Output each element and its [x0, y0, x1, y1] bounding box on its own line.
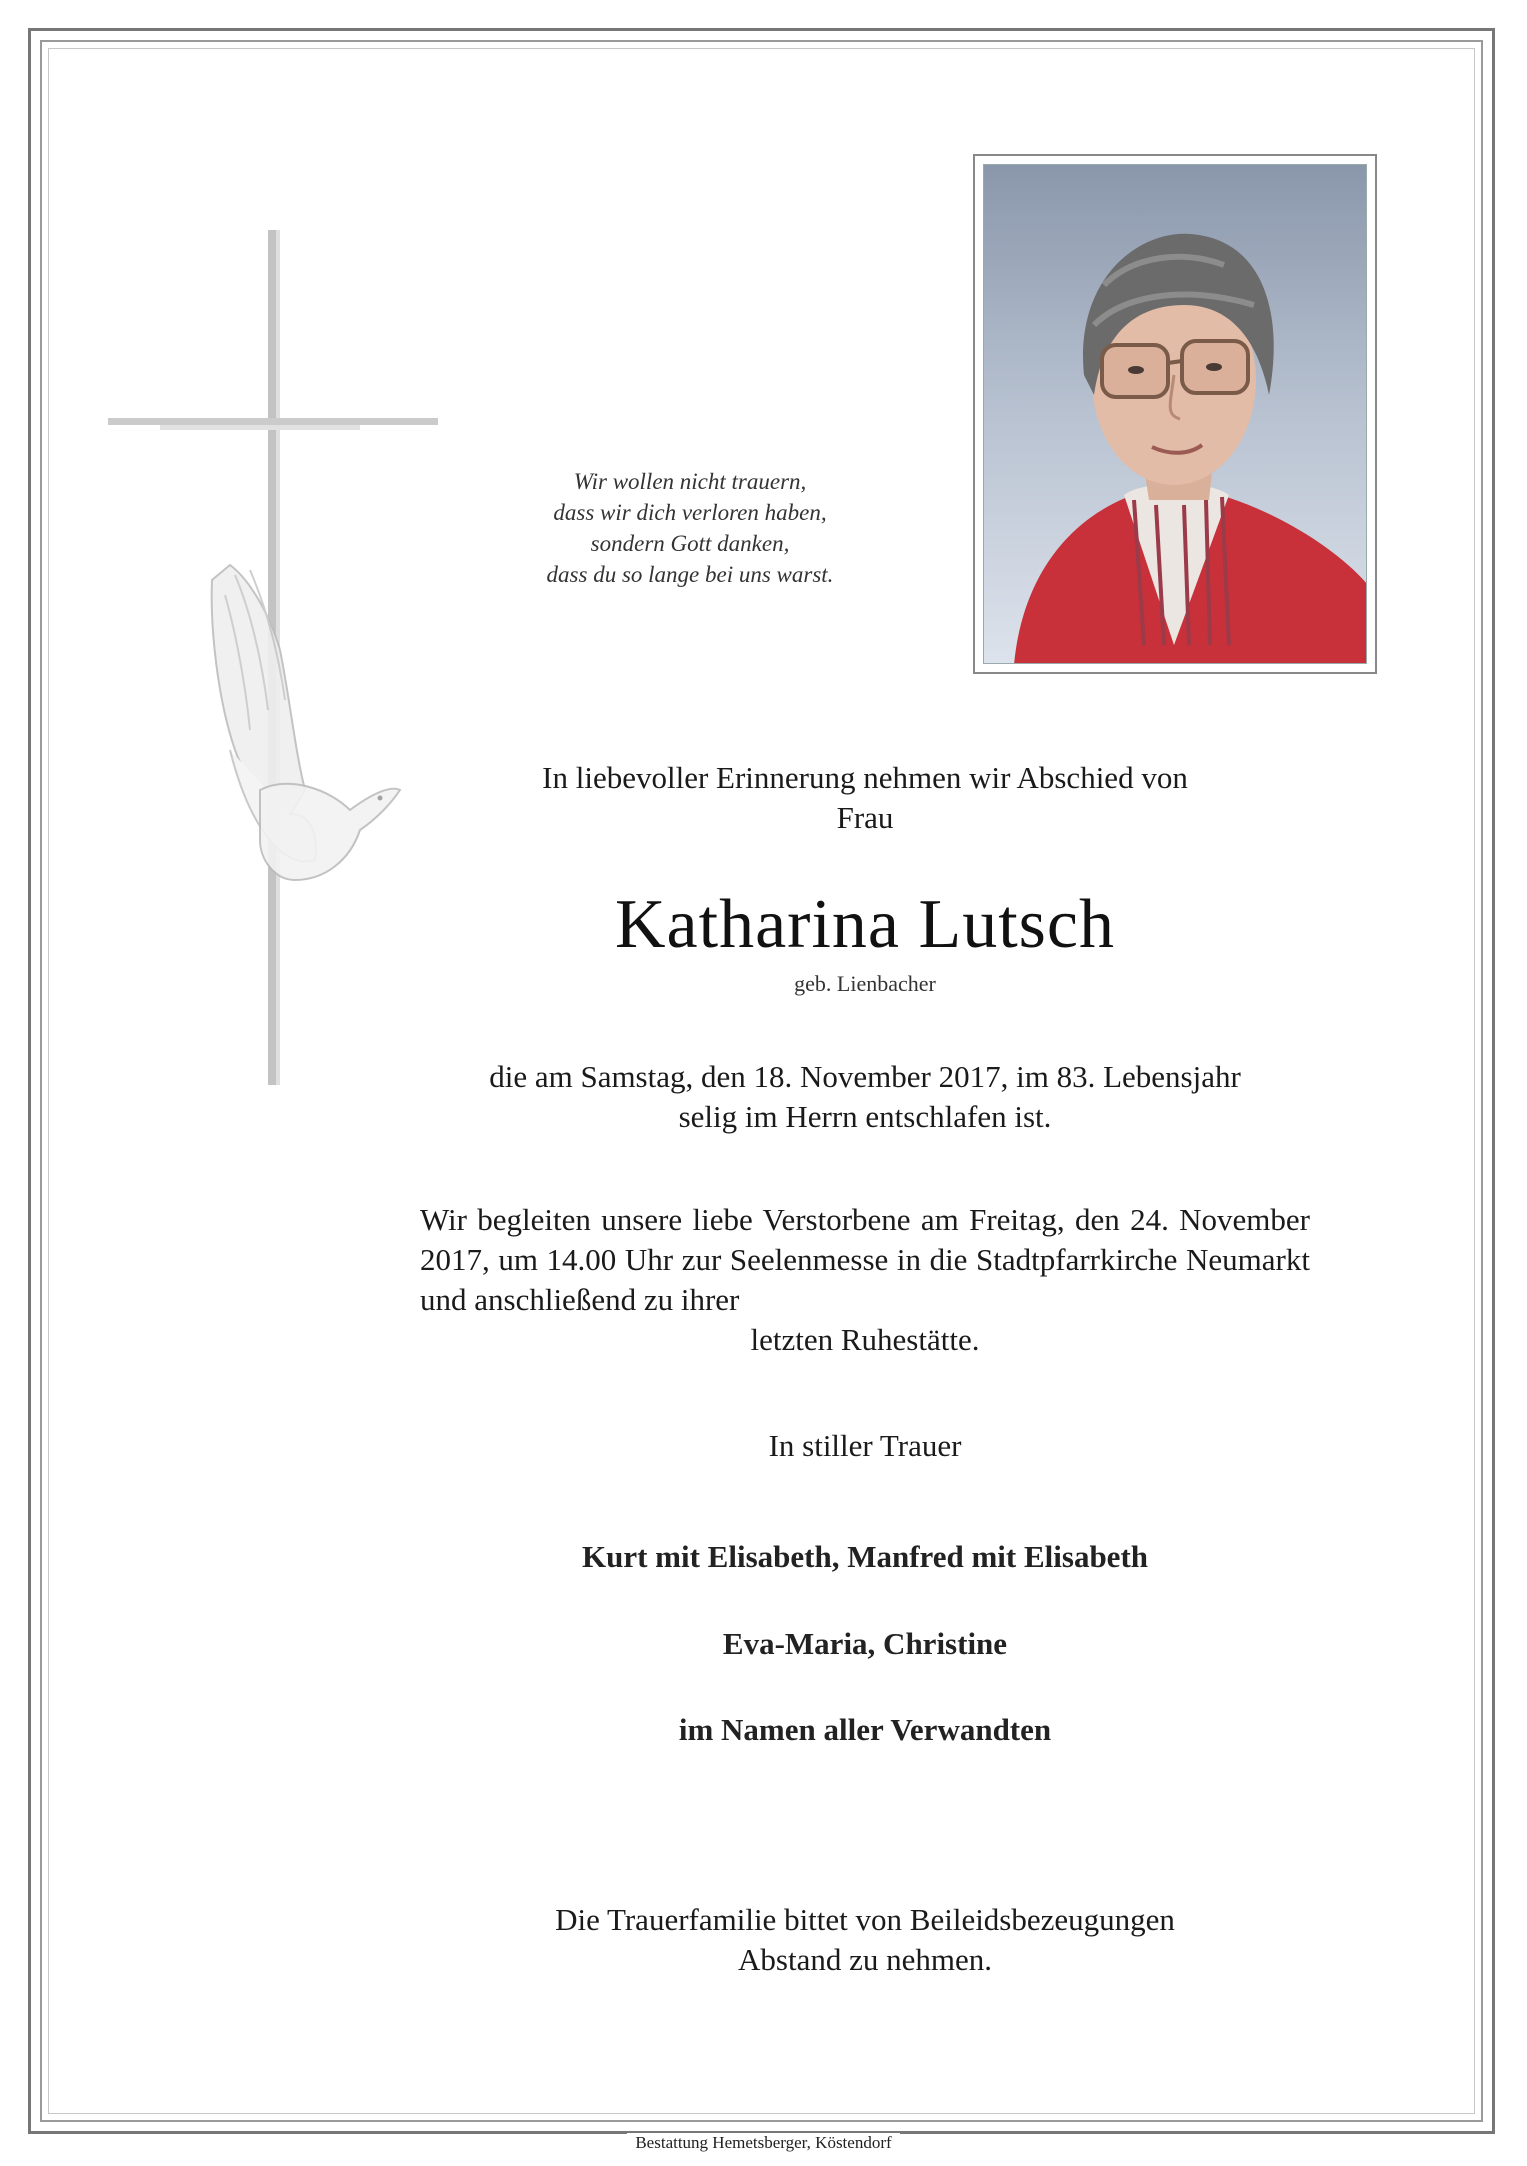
quote-line: dass du so lange bei uns warst.: [546, 562, 834, 587]
memorial-quote: [480, 466, 900, 590]
intro-line: In liebevoller Erinnerung nehmen wir Abschied von: [542, 760, 1188, 795]
portrait-frame: [973, 154, 1377, 674]
quote-line: Wir wollen nicht trauern,: [573, 469, 807, 494]
intro-salutation: Frau: [836, 800, 894, 835]
footer-text: Bestattung Hemetsberger, Köstendorf: [627, 2133, 899, 2152]
funeral-home-footer: [0, 2133, 1527, 2153]
closing-line: Abstand zu nehmen.: [738, 1942, 992, 1977]
funeral-notice: [420, 1200, 1310, 1360]
intro-text: [400, 758, 1330, 838]
family-line: im Namen aller Verwandten: [678, 1712, 1052, 1747]
family-line: Eva-Maria, Christine: [722, 1626, 1008, 1661]
quote-line: dass wir dich verloren haben,: [553, 500, 827, 525]
death-line: die am Samstag, den 18. November 2017, im 83. Lebensjahr: [489, 1059, 1241, 1094]
dove-icon: [260, 784, 400, 880]
deceased-name: Katharina Lutsch: [615, 886, 1115, 963]
closing-line: Die Trauerfamilie bittet von Beileidsbezeugungen: [555, 1902, 1175, 1937]
mourning-line: In stiller Trauer: [768, 1428, 962, 1463]
family-line: Kurt mit Elisabeth, Manfred mit Elisabeth: [581, 1539, 1149, 1574]
death-line: selig im Herrn entschlafen ist.: [678, 1099, 1052, 1134]
maiden-name: geb. Lienbacher: [794, 971, 936, 996]
quote-line: sondern Gott danken,: [590, 531, 790, 556]
closing-note: [400, 1900, 1330, 1980]
portrait-photo: [983, 164, 1367, 664]
funeral-text: Wir begleiten unsere liebe Verstorbene am Freitag, den 24. November 2017, um 14.00 Uhr zur Seelenmesse in die Stadtpfarrkirche Neumarkt und anschließend zu ihrer: [420, 1202, 1310, 1317]
funeral-last-line: letzten Ruhestätte.: [750, 1322, 980, 1357]
death-notice: [400, 1057, 1330, 1137]
